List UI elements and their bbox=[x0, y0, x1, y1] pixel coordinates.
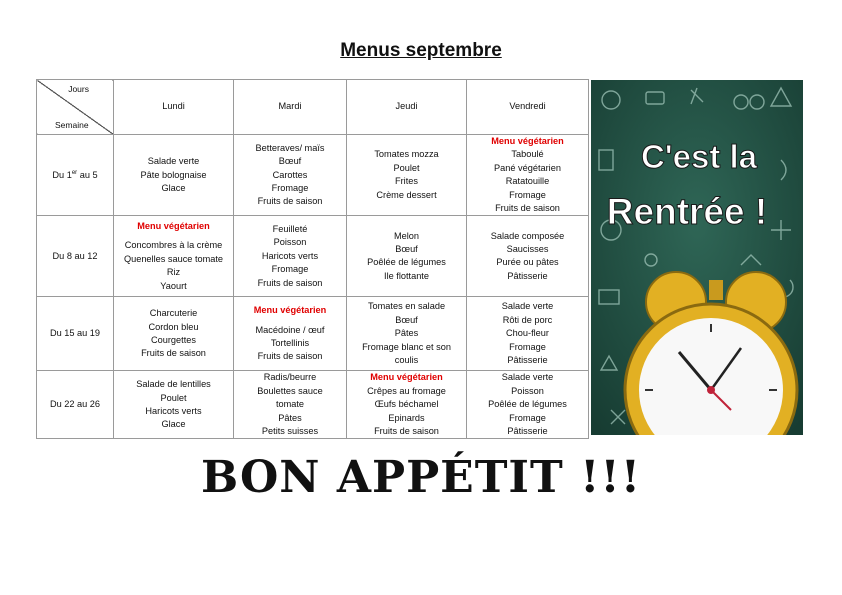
menu-item: Pâte bolognaise bbox=[140, 169, 207, 180]
menu-item: Radis/beurre bbox=[263, 372, 317, 383]
menu-item: Salade de lentilles bbox=[136, 379, 211, 390]
menu-item: Fromage blanc et son bbox=[362, 341, 451, 352]
menu-item: Crêpes au fromage bbox=[367, 385, 446, 396]
menu-item: Bœuf bbox=[395, 244, 418, 255]
menu-item: Poêlée de légumes bbox=[367, 257, 446, 268]
poster-line1: C'est la bbox=[640, 138, 758, 175]
menu-item: Salade verte bbox=[147, 156, 200, 167]
menu-item: Courgettes bbox=[151, 334, 196, 345]
menu-item: Fromage bbox=[509, 412, 546, 423]
menu-item: tomate bbox=[275, 399, 305, 410]
menu-item: Poulet bbox=[160, 392, 187, 403]
menu-cell bbox=[234, 297, 347, 371]
menu-item: Fruits de saison bbox=[257, 351, 323, 362]
menu-item: Macédoine / œuf bbox=[255, 324, 325, 335]
menu-item: Fruits de saison bbox=[257, 196, 323, 207]
menu-item: Pâtisserie bbox=[507, 270, 548, 281]
page-title: Menus septembre bbox=[340, 40, 502, 61]
menu-cell bbox=[114, 371, 234, 439]
menu-item: Tortellinis bbox=[270, 337, 310, 348]
menu-item: Salade verte bbox=[501, 301, 554, 312]
menu-cell bbox=[234, 371, 347, 439]
menu-item: Pané végétarien bbox=[494, 162, 561, 173]
menu-item: Betteraves/ maïs bbox=[255, 142, 325, 153]
day-header-lundi: Lundi bbox=[114, 80, 234, 135]
menu-item: Crème dessert bbox=[376, 189, 437, 200]
menu-item: Concombres à la crème bbox=[124, 240, 223, 251]
menu-item: Œufs béchamel bbox=[374, 399, 439, 410]
menu-item: Haricots verts bbox=[261, 250, 319, 261]
menu-item: Pâtes bbox=[394, 328, 419, 339]
menu-item: Riz bbox=[166, 267, 181, 278]
menu-item: Salade verte bbox=[501, 372, 554, 383]
semaine-label: Semaine bbox=[55, 119, 89, 130]
menu-cell bbox=[234, 216, 347, 297]
week-label: Du 15 au 19 bbox=[37, 297, 114, 371]
menu-item: Poulet bbox=[393, 162, 420, 173]
menu-item: Rôti de porc bbox=[502, 314, 553, 325]
week-label: Du 22 au 26 bbox=[37, 371, 114, 439]
week-label bbox=[37, 135, 114, 216]
menu-item: Fruits de saison bbox=[374, 426, 439, 437]
vegetarian-label: Menu végétarien bbox=[491, 136, 564, 146]
menu-item: Poisson bbox=[511, 385, 544, 396]
menu-item: Salade composée bbox=[490, 230, 565, 241]
menu-item: Petits suisses bbox=[261, 426, 319, 437]
menu-item: Cordon bleu bbox=[148, 321, 199, 332]
rentree-poster bbox=[591, 80, 803, 435]
vegetarian-label: Menu végétarien bbox=[370, 372, 443, 383]
menu-item: Fromage bbox=[509, 341, 546, 352]
menu-item: Feuilleté bbox=[272, 223, 308, 234]
menu-item: Tomates mozza bbox=[374, 149, 439, 160]
menu-table bbox=[36, 79, 589, 439]
menu-cell bbox=[347, 371, 467, 439]
menu-item: Charcuterie bbox=[149, 308, 198, 319]
menu-cell bbox=[467, 216, 589, 297]
menu-item: Poêlée de légumes bbox=[488, 399, 567, 410]
menu-item: Pâtisserie bbox=[507, 426, 548, 437]
menu-item: Purée ou pâtes bbox=[496, 257, 559, 268]
menu-cell bbox=[467, 135, 589, 216]
menu-cell bbox=[347, 216, 467, 297]
week-row bbox=[37, 135, 589, 216]
week-row bbox=[37, 216, 589, 297]
menu-cell bbox=[114, 297, 234, 371]
menu-item: Fromage bbox=[271, 264, 309, 275]
menu-cell bbox=[467, 371, 589, 439]
menu-item: Fruits de saison bbox=[495, 203, 560, 214]
day-header-mardi: Mardi bbox=[234, 80, 347, 135]
menu-item: Pâtes bbox=[278, 412, 302, 423]
week-label: Du 8 au 12 bbox=[37, 216, 114, 297]
menu-cell bbox=[234, 135, 347, 216]
bon-appetit-banner: BON APPÉTIT !!! bbox=[200, 452, 642, 503]
week-label-prefix: Du 1 bbox=[52, 170, 72, 181]
alarm-clock-icon bbox=[625, 272, 797, 435]
menu-item: Bœuf bbox=[395, 314, 418, 325]
week-label-suffix: au 5 bbox=[77, 170, 98, 181]
menu-item: Fruits de saison bbox=[141, 348, 206, 359]
menu-cell bbox=[347, 135, 467, 216]
menu-item: Frites bbox=[395, 176, 418, 187]
menu-item: Chou-fleur bbox=[506, 328, 549, 339]
corner-cell bbox=[37, 80, 114, 135]
menu-item: Boulettes sauce bbox=[257, 385, 323, 396]
week-label-sup: er bbox=[71, 170, 78, 177]
day-header-vendredi: Vendredi bbox=[467, 80, 589, 135]
menu-item: Ratatouille bbox=[505, 176, 550, 187]
menu-item: Haricots verts bbox=[145, 405, 202, 416]
menu-item: Bœuf bbox=[278, 156, 302, 167]
menu-item: Pâtisserie bbox=[507, 355, 548, 366]
week-row bbox=[37, 371, 589, 439]
menu-cell bbox=[114, 135, 234, 216]
menu-item: Quenelles sauce tomate bbox=[123, 253, 224, 264]
menu-item: coulis bbox=[394, 355, 419, 366]
menu-item: Epinards bbox=[388, 412, 425, 423]
vegetarian-label: Menu végétarien bbox=[137, 220, 210, 231]
menu-item: Yaourt bbox=[160, 280, 187, 291]
menu-item: Saucisses bbox=[506, 244, 549, 255]
menu-item: Tomates en salade bbox=[367, 301, 446, 312]
menu-item: Glace bbox=[161, 419, 186, 430]
week-row bbox=[37, 297, 589, 371]
menu-cell bbox=[467, 297, 589, 371]
jours-label: Jours bbox=[68, 84, 89, 94]
menu-cell bbox=[114, 216, 234, 297]
menu-item: Carottes bbox=[272, 169, 308, 180]
menu-item: Melon bbox=[393, 230, 420, 241]
day-header-jeudi: Jeudi bbox=[347, 80, 467, 135]
menu-item: Fruits de saison bbox=[257, 277, 323, 288]
header-row bbox=[37, 80, 589, 135]
poster-line2: Rentrée ! bbox=[606, 191, 768, 232]
menu-item: Ile flottante bbox=[384, 270, 429, 281]
vegetarian-label: Menu végétarien bbox=[253, 305, 327, 316]
menu-item: Fromage bbox=[271, 182, 309, 193]
menu-cell bbox=[347, 297, 467, 371]
menu-item: Taboulé bbox=[511, 149, 544, 160]
menu-item: Glace bbox=[161, 182, 186, 193]
menu-item: Poisson bbox=[273, 237, 307, 248]
menu-item: Fromage bbox=[509, 189, 546, 200]
